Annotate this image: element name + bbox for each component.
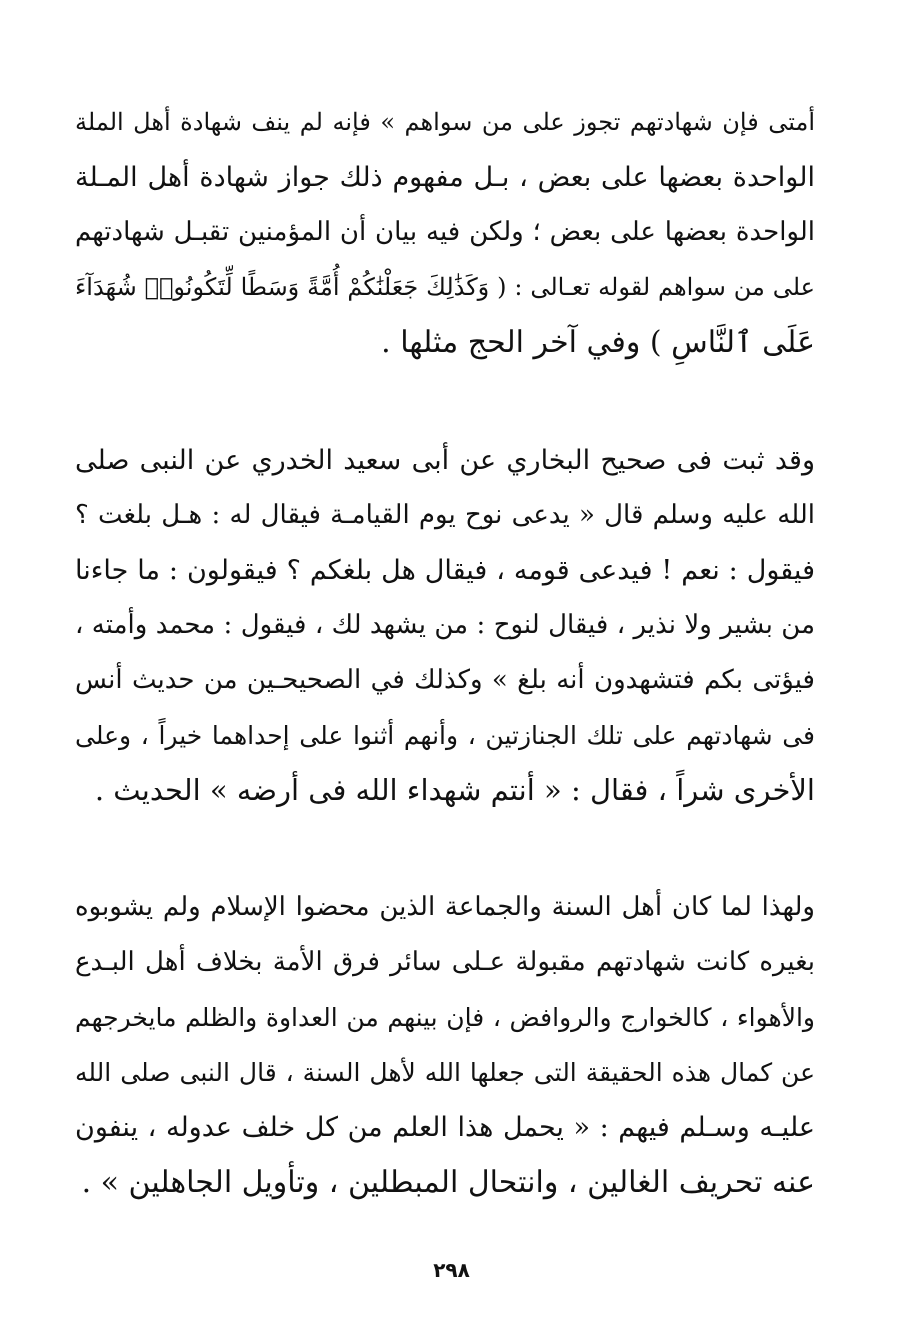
text-line: عليـه وسـلم فيهم : « يحمل هذا العلم من كل خلف عدوله ، ينفون	[75, 1112, 815, 1143]
text-line: الواحدة بعضها على بعض ، بـل مفهوم ذلك جواز شهادة أهل المـلة	[75, 162, 815, 193]
paragraph-1	[75, 95, 815, 370]
text-line: بغيره كانت شهادتهم مقبولة عـلى سائر فرق الأمة بخلاف أهل البـدع	[75, 947, 815, 977]
text-line: الأخرى شراً ، فقال : « أنتم شهداء الله فى أرضه » الحديث .	[94, 773, 815, 807]
text-line: فيؤتى بكم فتشهدون أنه بلغ » وكذلك في الصحيحـين من حديث أنس	[75, 665, 815, 695]
text-line: على من سواهم لقوله تعـالى : ( وَكَذَٰلِكَ جَعَلْنَٰكُمْ أُمَّةً وَسَطًا لِّتَكُونُوا۟ شُهَدَآءَ	[75, 273, 815, 301]
paragraph-2	[75, 433, 815, 818]
text-line: أمتى فإن شهادتهم تجوز على من سواهم » فإنه لم ينف شهادة أهل الملة	[75, 108, 815, 136]
text-line: وقد ثبت فى صحيح البخاري عن أبى سعيد الخدري عن النبى صلى	[75, 445, 815, 476]
text-line: الواحدة بعضها على بعض ؛ ولكن فيه بيان أن المؤمنين تقبـل شهادتهم	[75, 217, 815, 247]
text-line: والأهواء ، كالخوارج والروافض ، فإن بينهم من العداوة والظلم مايخرجهم	[75, 1003, 815, 1032]
text-line: عنه تحريف الغالين ، وانتحال المبطلين ، وتأويل الجاهلين » .	[81, 1165, 815, 1200]
paragraph-3	[75, 880, 815, 1210]
text-line: من بشير ولا نذير ، فيقال لنوح : من يشهد لك ، فيقول : محمد وأمته ،	[75, 610, 815, 640]
text-line: ولهذا لما كان أهل السنة والجماعة الذين محضوا الإسلام ولم يشوبوه	[75, 892, 815, 922]
text-line: الله عليه وسلم قال « يدعى نوح يوم القيامـة فيقال له : هـل بلغت ؟	[75, 500, 815, 530]
text-line: فى شهادتهم على تلك الجنازتين ، وأنهم أثنوا على إحداهما خيراً ، وعلى	[75, 721, 815, 750]
text-line: عَلَى ٱلنَّاسِ ) وفي آخر الحج مثلها .	[381, 325, 815, 360]
page-number: ٢٩٨	[433, 1258, 470, 1282]
text-line: فيقول : نعم ! فيدعى قومه ، فيقال هل بلغكم ؟ فيقولون : ما جاءنا	[75, 555, 815, 586]
text-line: عن كمال هذه الحقيقة التى جعلها الله لأهل السنة ، قال النبى صلى الله	[75, 1058, 815, 1087]
